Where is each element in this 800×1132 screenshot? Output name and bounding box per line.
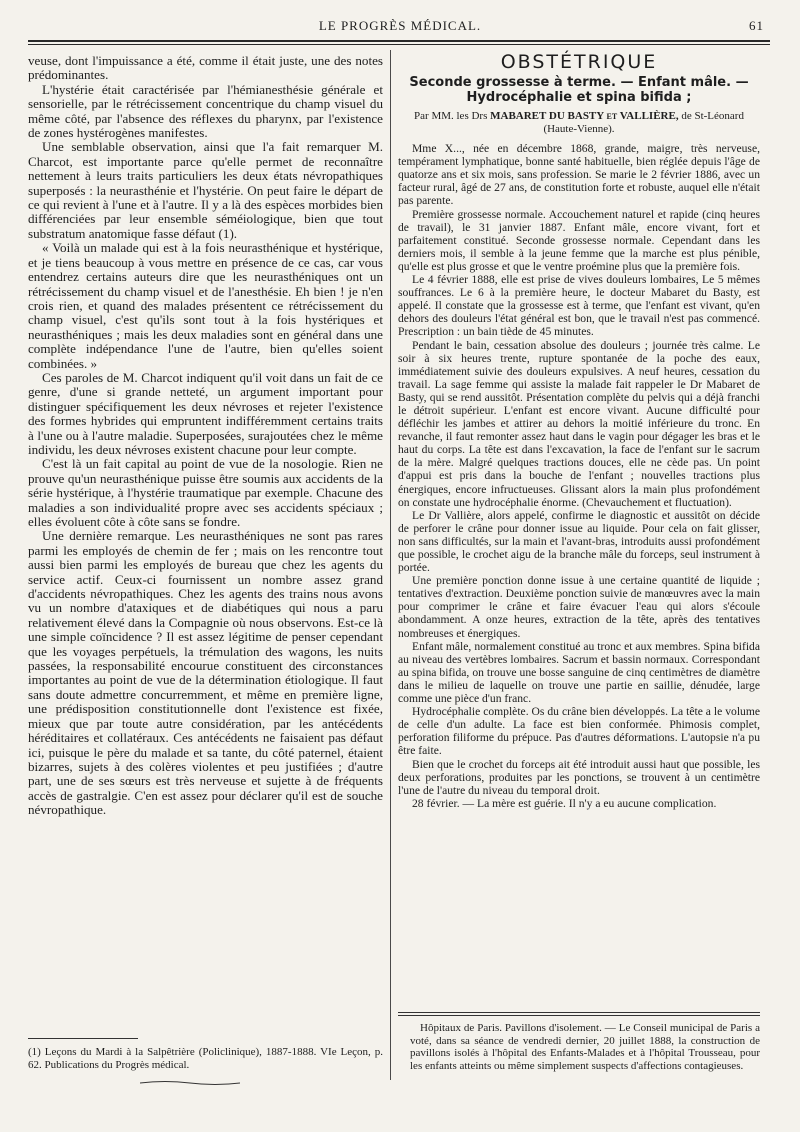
byline-prefix: Par MM. les Drs [414, 110, 488, 123]
news-item: Hôpitaux de Paris. Pavillons d'isolement. — Le Conseil municipal de Paris a voté, dans sa séance de vendredi dernier, 20 juillet 1888, la construction de pavillons isolés à l'hôpital des Enfants-Malades et à l'hôpital Trousseau, pour les enfants atteints ou même simplement suspects d'affections contagieuses. [410, 1022, 760, 1072]
paragraph: Le Dr Vallière, alors appelé, confirme le diagnostic et aussitôt on décide de perforer le crâne pour donner issue au liquide. Pour cela on fait glisser, non sans difficultés, sur la main et l'avant-bras, introduits aussi profondément que possible, le crochet aigu de la branche mâle du forceps, seul instrument à portée. [398, 508, 760, 575]
paragraph: Enfant mâle, normalement constitué au tronc et aux membres. Spina bifida au niveau des vertèbres lombaires. Sacrum et bassin normaux. Correspondant au spina bifida, on trouve une bosse sanguine de cinq centimètres de diamètre dans le milieu de laquelle on trouve une partie en saillie, dénudée, large comme une pièce d'un franc. [398, 639, 760, 706]
left-column [28, 54, 383, 818]
paragraph: C'est là un fait capital au point de vue de la nosologie. Rien ne prouve qu'un neurasthénique puisse être soumis aux accidents de la série hystérique, à l'hystérie traumatique par exemple. Chacune des maladies a son individualité propre avec ses accidents spéciaux ; elles évoluent côte à côte sans se fondre. [28, 456, 383, 529]
column-divider [390, 50, 391, 1080]
paragraph: Bien que le crochet du forceps ait été introduit aussi haut que possible, les deux perforations, produites par les ponctions, se trouvent à un centimètre l'une de l'autre du niveau du temporal droit. [398, 757, 760, 797]
paragraph: Ces paroles de M. Charcot indiquent qu'il voit dans un fait de ce genre, d'une si grande netteté, un argument important pour distinguer spécifiquement les deux névroses et rejeter l'existence des formes hybrides qui empruntent indifféremment certains traits à l'une ou à l'autre maladie. Superposées, surajoutées chez le même individu, les deux névroses existent chacune pour leur compte. [28, 369, 383, 457]
paragraph: Première grossesse normale. Accouchement naturel et rapide (cinq heures de travail), le 31 janvier 1887. Enfant mâle, encore vivant, fort et parfaitement constitué. Seconde grossesse normale. Cependant dans les derniers mois, il semble à la jeune femme que la marche est plus pénible, qu'elle est plus grosse et que le ventre proémine plus que la première fois. [398, 207, 760, 273]
article-title: Seconde grossesse à terme. — Enfant mâle. — Hydrocéphalie et spina bifida ; [409, 75, 749, 106]
paragraph: Une dernière remarque. Les neurasthéniques ne sont pas rares parmi les employés de chemin de fer ; mais on les rencontre tout aussi bien parmi les employés de bureau que chez les agents du service actif. Ceux-ci fournissent un nombre assez grand d'accidents névropathiques. Chez les agents des trains nous avons vu un nombre d'ataxiques et de diabétiques qui nous a paru relativement élevé dans la Compagnie où nous observons. Est-ce là une simple coïncidence ? Il est assez légitime de penser cependant que les voyages perpétuels, la trémulation des wagons, les nuits passées, la responsabilité encourue constituent des circonstances importantes au point de vue de la détermination étiologique. Il faut sans doute admettre concurremment, et même en première ligne, une prédisposition constitutionnelle dont l'existence est fixée, mieux que par toute autre considération, par les antécédents héréditaires et collatéraux. Ces antécédents ne faisaient pas défaut ici, puisque le père du malade et sa tante, du côté paternel, étaient bizarres, sujets à des colères violentes et peu justifiées ; d'autre part, une de ses sœurs est très nerveuse et sujette à de fréquents accès de gastralgie. C'en est assez pour déclarer qu'il est de souche névropathique. [28, 528, 383, 818]
footnote-rule [28, 1038, 138, 1039]
byline-suffix: de St-Léonard (Haute-Vienne). [543, 110, 744, 136]
paragraph: Une semblable observation, ainsi que l'a fait remarquer M. Charcot, est importante parce qu'elle permet de reconnaître nettement à leurs traits particuliers les deux états névropathiques superposés : la neurasthénie et l'hystérie. On peut faire le départ de ce qui revient à l'une et à l'autre. Il y a là des espèces morbides bien différenciées par leur ensemble séméiologique, bien que tout substratum anatomique fasse défaut (1). [28, 139, 383, 241]
right-column [398, 51, 760, 810]
running-title: LE PROGRÈS MÉDICAL. [318, 18, 482, 33]
footnote: (1) Leçons du Mardi à la Salpêtrière (Policlinique), 1887-1888. VIe Leçon, p. 62. Publications du Progrès médical. [28, 1046, 383, 1071]
paragraph: Pendant le bain, cessation absolue des douleurs ; journée très calme. Le soir à six heures trente, rupture spontanée de la poche des eaux, immédiatement suivie des douleurs expulsives. A neuf heures, cessation du travail. La sage femme qui assiste la malade fait rappeler le Dr Mabaret de Basty, qui se rend aussitôt. Présentation complète du pelvis qui a déjà franchi le détroit supérieur. L'enfant est encore vivant. Aucune difficulté pour défléchir les jambes et attirer au dehors la moitié inférieure du tronc. En revanche, il faut remonter assez haut dans le vagin pour dégager les bras et le haut du corps. La tête est dans l'excavation, la face de l'enfant sur le sacrum de la mère. Malgré quelques tractions douces, elle ne cède pas. Un point d'appui est pris dans la bouche de l'enfant ; nouvelles tractions plus énergiques, encore infructueuses. Glissant alors la main plus profondément on constate une hydrocéphalie énorme. (Chevauchement et fluctuation). [398, 338, 760, 509]
page-number: 61 [749, 18, 764, 33]
section-title: OBSTÉTRIQUE [500, 51, 658, 73]
paragraph: Hydrocéphalie complète. Os du crâne bien développés. La tête a le volume de celle d'un adulte. La face est bien conformée. Phimosis complet, perforation filiforme du prépuce. Pas d'autres déformations. L'autopsie n'a pu être faite. [398, 705, 760, 758]
byline-authors: MABARET DU BASTY et VALLIÈRE, [490, 110, 679, 123]
news-rule [398, 1012, 760, 1016]
paragraph: Mme X..., née en décembre 1868, grande, maigre, très nerveuse, tempérament lymphatique, bonne santé habituelle, bien réglée depuis l'âge de quatorze ans et six mois, sans profession. Se marie le 2 février 1886, avec un facteur rural, âgé de 27 ans, de constitution forte et robuste, auquel elle n'était pas parente. [398, 142, 760, 208]
byline [398, 110, 760, 136]
running-head [0, 18, 800, 36]
header-rule [28, 40, 770, 45]
paragraph: Une première ponction donne issue à une certaine quantité de liquide ; tentatives d'extraction. Deuxième ponction suivie de manœuvres avec la main pour comprimer le crâne et faire évacuer l'eau qui alors s'écoule abondamment. A onze heures, extraction de la tête, après des tentatives nombreuses et énergiques. [398, 574, 760, 640]
paragraph: L'hystérie était caractérisée par l'hémianesthésie générale et sensorielle, par le rétrécissement concentrique du champ visuel du même côté, par l'absence des réflexes du pharynx, par l'existence de zones hystérogènes manifestes. [28, 81, 383, 141]
tail-ornament [140, 1080, 240, 1086]
paragraph: veuse, dont l'impuissance a été, comme il était juste, une des notes prédominantes. [28, 53, 383, 83]
paragraph: 28 février. — La mère est guérie. Il n'y a eu aucune complication. [412, 796, 717, 810]
paragraph: « Voilà un malade qui est à la fois neurasthénique et hystérique, et je tiens beaucoup à vous mettre en présence de ce cas, car vous entendrez certains auteurs dire que les neurasthéniques ont un rétrécissement du champ visuel et de l'anesthésie. Eh bien ! je n'en crois rien, et quand des malades présentent ce rétrécissement du champ visuel, c'est qu'ils sont tout à la fois hystériques et neurasthéniques ; mais les deux maladies sont en général dans une complète indépendance l'une de l'autre, bien qu'elles soient combinées. » [28, 240, 383, 371]
paragraph: Le 4 février 1888, elle est prise de vives douleurs lombaires, Le 5 mêmes souffrances. Le 6 à la première heure, le docteur Mabaret du Basty, est appelé. Il constate que la grossesse est à terme, que l'enfant est vivant, qu'en dehors des douleurs l'état général est bon, que le travail n'est pas commencé. Prescription : un bain tiède de 45 minutes. [398, 273, 760, 339]
